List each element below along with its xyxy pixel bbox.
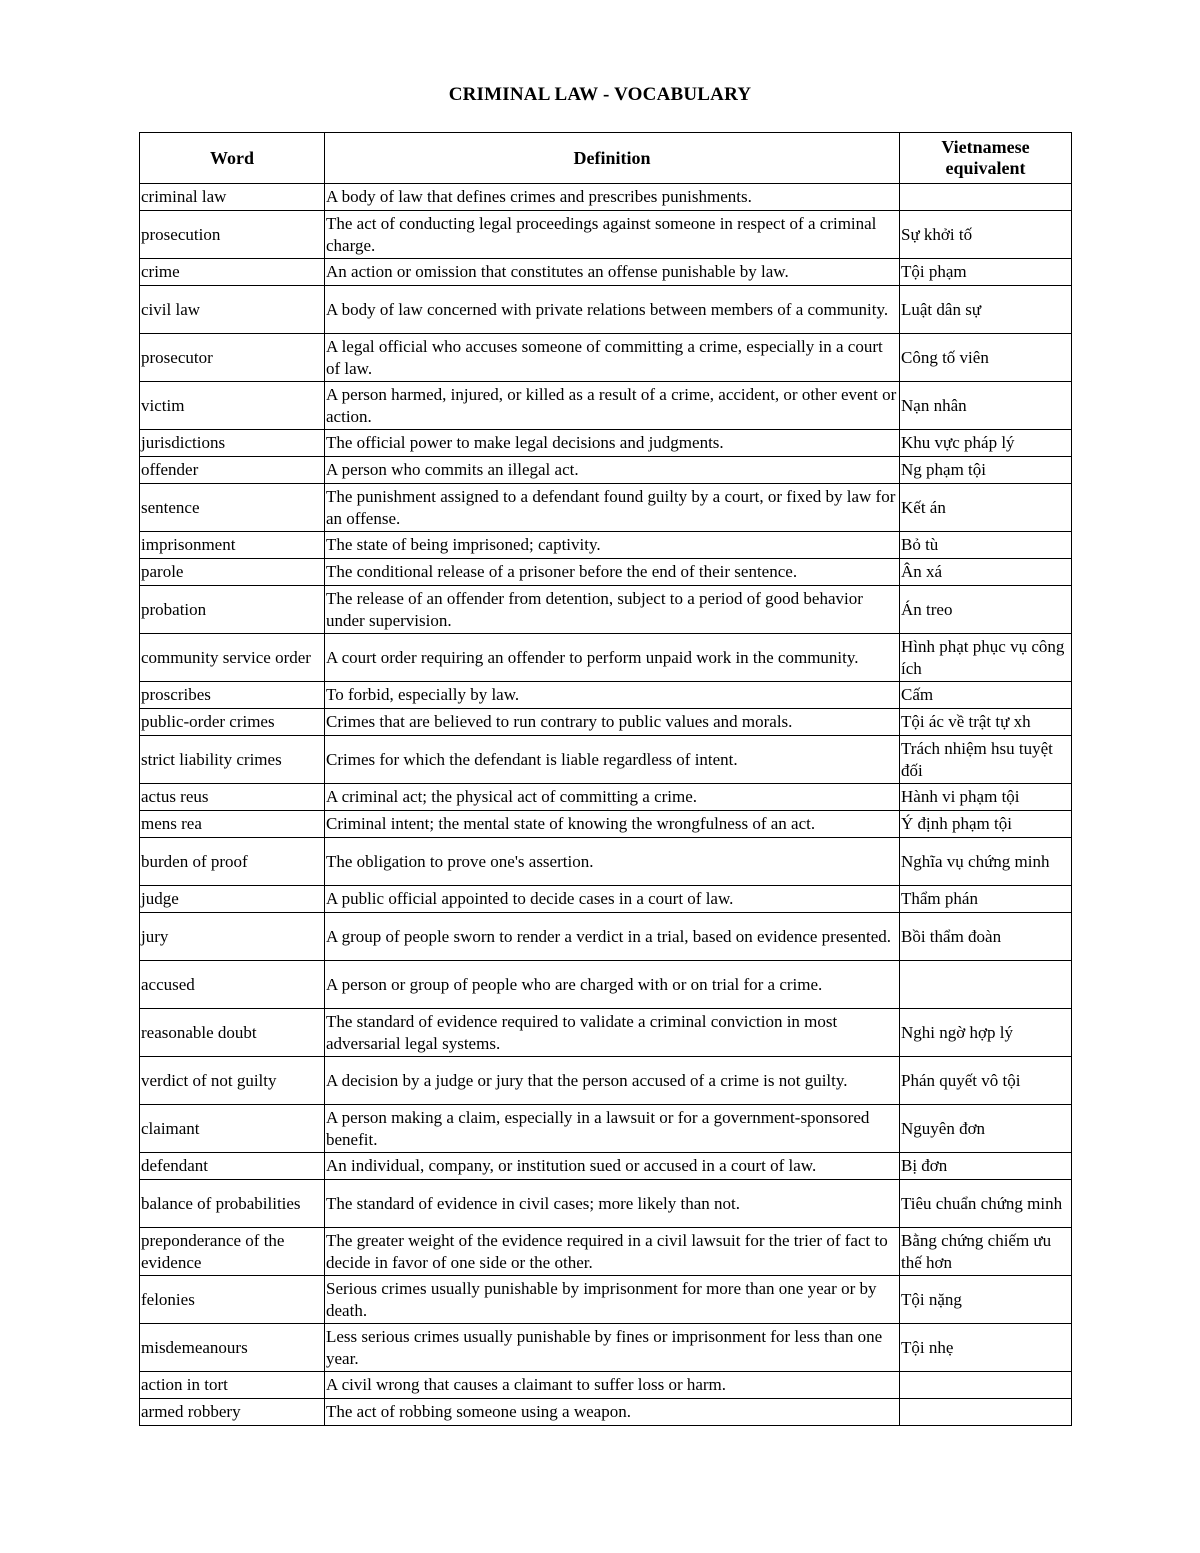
vietnamese-cell: Tội nặng (900, 1276, 1072, 1324)
definition-cell: An action or omission that constitutes an offense punishable by law. (325, 259, 900, 286)
table-row (140, 286, 1072, 334)
vietnamese-cell (900, 184, 1072, 211)
table-row (140, 484, 1072, 532)
word-cell: accused (140, 961, 325, 1009)
definition-cell: Less serious crimes usually punishable by fines or imprisonment for less than one year. (325, 1324, 900, 1372)
table-row (140, 838, 1072, 886)
vietnamese-cell: Bỏ tù (900, 532, 1072, 559)
word-cell: sentence (140, 484, 325, 532)
table-row (140, 259, 1072, 286)
vietnamese-cell: Cấm (900, 682, 1072, 709)
word-cell: community service order (140, 634, 325, 682)
vietnamese-cell: Ý định phạm tội (900, 811, 1072, 838)
table-row (140, 634, 1072, 682)
word-cell: reasonable doubt (140, 1009, 325, 1057)
word-cell: balance of probabilities (140, 1180, 325, 1228)
definition-cell: Crimes for which the defendant is liable regardless of intent. (325, 736, 900, 784)
vietnamese-cell: Nghĩa vụ chứng minh (900, 838, 1072, 886)
definition-cell: The obligation to prove one's assertion. (325, 838, 900, 886)
definition-cell: The act of conducting legal proceedings against someone in respect of a criminal charge. (325, 211, 900, 259)
vietnamese-cell: Ng phạm tội (900, 457, 1072, 484)
definition-cell: A legal official who accuses someone of committing a crime, especially in a court of law. (325, 334, 900, 382)
table-row (140, 682, 1072, 709)
definition-cell: A court order requiring an offender to perform unpaid work in the community. (325, 634, 900, 682)
table-header-row (140, 133, 1072, 184)
word-cell: claimant (140, 1105, 325, 1153)
definition-cell: A decision by a judge or jury that the person accused of a crime is not guilty. (325, 1057, 900, 1105)
table-row (140, 1153, 1072, 1180)
vietnamese-cell: Bồi thẩm đoàn (900, 913, 1072, 961)
definition-cell: Crimes that are believed to run contrary to public values and morals. (325, 709, 900, 736)
definition-cell: The greater weight of the evidence required in a civil lawsuit for the trier of fact to decide in favor of one side or the other. (325, 1228, 900, 1276)
definition-cell: A public official appointed to decide cases in a court of law. (325, 886, 900, 913)
definition-cell: The punishment assigned to a defendant found guilty by a court, or fixed by law for an offense. (325, 484, 900, 532)
vietnamese-cell (900, 1399, 1072, 1426)
vietnamese-cell: Sự khởi tố (900, 211, 1072, 259)
vietnamese-cell: Kết án (900, 484, 1072, 532)
definition-cell: The act of robbing someone using a weapon. (325, 1399, 900, 1426)
table-row (140, 886, 1072, 913)
word-cell: jury (140, 913, 325, 961)
definition-cell: The conditional release of a prisoner before the end of their sentence. (325, 559, 900, 586)
table-row (140, 1009, 1072, 1057)
vietnamese-cell: Phán quyết vô tội (900, 1057, 1072, 1105)
vietnamese-cell (900, 1372, 1072, 1399)
table-row (140, 1105, 1072, 1153)
table-row (140, 811, 1072, 838)
word-cell: actus reus (140, 784, 325, 811)
word-cell: probation (140, 586, 325, 634)
vietnamese-cell: Hình phạt phục vụ công ích (900, 634, 1072, 682)
word-cell: prosecution (140, 211, 325, 259)
definition-cell: A person who commits an illegal act. (325, 457, 900, 484)
word-cell: armed robbery (140, 1399, 325, 1426)
definition-cell: A civil wrong that causes a claimant to suffer loss or harm. (325, 1372, 900, 1399)
table-row (140, 457, 1072, 484)
definition-cell: A person harmed, injured, or killed as a result of a crime, accident, or other event or action. (325, 382, 900, 430)
word-cell: preponderance of the evidence (140, 1228, 325, 1276)
vietnamese-cell: Tội ác về trật tự xh (900, 709, 1072, 736)
definition-cell: A person making a claim, especially in a lawsuit or for a government-sponsored benefit. (325, 1105, 900, 1153)
vietnamese-cell: Luật dân sự (900, 286, 1072, 334)
table-row (140, 913, 1072, 961)
definition-cell: To forbid, especially by law. (325, 682, 900, 709)
definition-cell: A group of people sworn to render a verdict in a trial, based on evidence presented. (325, 913, 900, 961)
definition-cell: The standard of evidence required to validate a criminal conviction in most adversarial legal systems. (325, 1009, 900, 1057)
word-cell: action in tort (140, 1372, 325, 1399)
table-row (140, 1228, 1072, 1276)
word-cell: public-order crimes (140, 709, 325, 736)
vietnamese-cell: Tội nhẹ (900, 1324, 1072, 1372)
table-row (140, 532, 1072, 559)
column-header-vietnamese: Vietnamese equivalent (900, 133, 1072, 184)
word-cell: burden of proof (140, 838, 325, 886)
table-row (140, 334, 1072, 382)
table-row (140, 1399, 1072, 1426)
definition-cell: A body of law concerned with private relations between members of a community. (325, 286, 900, 334)
word-cell: prosecutor (140, 334, 325, 382)
vietnamese-cell: Ân xá (900, 559, 1072, 586)
table-row (140, 382, 1072, 430)
column-header-definition: Definition (325, 133, 900, 184)
table-row (140, 1276, 1072, 1324)
definition-cell: Criminal intent; the mental state of knowing the wrongfulness of an act. (325, 811, 900, 838)
table-row (140, 1057, 1072, 1105)
table-row (140, 1324, 1072, 1372)
vietnamese-cell: Bằng chứng chiếm ưu thế hơn (900, 1228, 1072, 1276)
word-cell: offender (140, 457, 325, 484)
word-cell: judge (140, 886, 325, 913)
definition-cell: A person or group of people who are charged with or on trial for a crime. (325, 961, 900, 1009)
word-cell: victim (140, 382, 325, 430)
table-row (140, 1180, 1072, 1228)
table-row (140, 1372, 1072, 1399)
vietnamese-cell: Bị đơn (900, 1153, 1072, 1180)
vietnamese-cell: Tội phạm (900, 259, 1072, 286)
table-row (140, 961, 1072, 1009)
definition-cell: The release of an offender from detention, subject to a period of good behavior under supervision. (325, 586, 900, 634)
table-row (140, 736, 1072, 784)
vietnamese-cell: Hành vi phạm tội (900, 784, 1072, 811)
table-row (140, 559, 1072, 586)
definition-cell: The official power to make legal decisions and judgments. (325, 430, 900, 457)
vietnamese-cell: Nguyên đơn (900, 1105, 1072, 1153)
word-cell: verdict of not guilty (140, 1057, 325, 1105)
vietnamese-cell: Khu vực pháp lý (900, 430, 1072, 457)
table-row (140, 211, 1072, 259)
definition-cell: A body of law that defines crimes and prescribes punishments. (325, 184, 900, 211)
table-row (140, 430, 1072, 457)
vietnamese-cell: Tiêu chuẩn chứng minh (900, 1180, 1072, 1228)
word-cell: civil law (140, 286, 325, 334)
word-cell: felonies (140, 1276, 325, 1324)
table-row (140, 709, 1072, 736)
definition-cell: Serious crimes usually punishable by imprisonment for more than one year or by death. (325, 1276, 900, 1324)
definition-cell: The standard of evidence in civil cases; more likely than not. (325, 1180, 900, 1228)
table-row (140, 784, 1072, 811)
column-header-word: Word (140, 133, 325, 184)
word-cell: mens rea (140, 811, 325, 838)
table-row (140, 586, 1072, 634)
vietnamese-cell: Nghi ngờ hợp lý (900, 1009, 1072, 1057)
document-title: CRIMINAL LAW - VOCABULARY (448, 84, 752, 105)
word-cell: defendant (140, 1153, 325, 1180)
word-cell: criminal law (140, 184, 325, 211)
vocabulary-table (139, 132, 1072, 1426)
word-cell: strict liability crimes (140, 736, 325, 784)
word-cell: misdemeanours (140, 1324, 325, 1372)
table-row (140, 184, 1072, 211)
vietnamese-cell: Trách nhiệm hsu tuyệt đối (900, 736, 1072, 784)
word-cell: proscribes (140, 682, 325, 709)
word-cell: crime (140, 259, 325, 286)
vietnamese-cell (900, 961, 1072, 1009)
definition-cell: The state of being imprisoned; captivity. (325, 532, 900, 559)
vietnamese-cell: Thẩm phán (900, 886, 1072, 913)
definition-cell: An individual, company, or institution sued or accused in a court of law. (325, 1153, 900, 1180)
vietnamese-cell: Án treo (900, 586, 1072, 634)
word-cell: parole (140, 559, 325, 586)
vietnamese-cell: Công tố viên (900, 334, 1072, 382)
vietnamese-cell: Nạn nhân (900, 382, 1072, 430)
table-body (140, 184, 1072, 1426)
word-cell: jurisdictions (140, 430, 325, 457)
definition-cell: A criminal act; the physical act of committing a crime. (325, 784, 900, 811)
word-cell: imprisonment (140, 532, 325, 559)
